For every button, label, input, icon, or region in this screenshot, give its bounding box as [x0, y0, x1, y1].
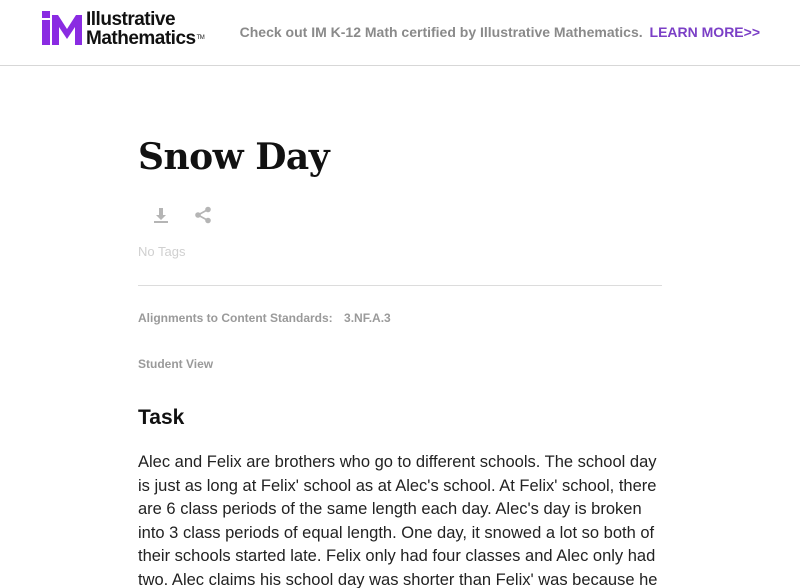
alignments-label: Alignments to Content Standards: — [138, 311, 333, 325]
site-header — [0, 0, 800, 66]
task-text: Alec and Felix are brothers who go to different schools. The school day is just as long at Felix' school as at Alec's school. At Felix' school, there are 6 class periods of the same length each day. Alec's day is broken into 3 class periods of equal length. One day, it snowed a lot so both of their schools started late. Felix only had four classes and Alec only had two. Alec claims his school day was shorter than Felix' was because he — [138, 453, 658, 588]
promo-text: Check out IM K-12 Math certified by Illustrative Mathematics. — [239, 24, 643, 40]
action-icons — [152, 206, 212, 224]
promo-banner — [240, 24, 760, 40]
standard-link[interactable]: 3.NF.A.3 — [344, 311, 391, 325]
im-logo[interactable] — [40, 10, 204, 48]
share-icon[interactable] — [194, 206, 212, 224]
learn-more-link[interactable]: LEARN MORE>> — [649, 24, 760, 40]
download-icon[interactable] — [152, 206, 170, 224]
logo-wordmark: Illustrative Mathematics™ — [86, 9, 205, 49]
student-view-link[interactable]: Student View — [138, 357, 214, 371]
task-heading: Task — [138, 406, 185, 429]
divider — [138, 285, 662, 286]
alignments — [138, 311, 391, 325]
page-title: Snow Day — [138, 136, 330, 178]
im-logo-mark-icon — [40, 11, 82, 47]
tags-label: No Tags — [138, 244, 186, 259]
